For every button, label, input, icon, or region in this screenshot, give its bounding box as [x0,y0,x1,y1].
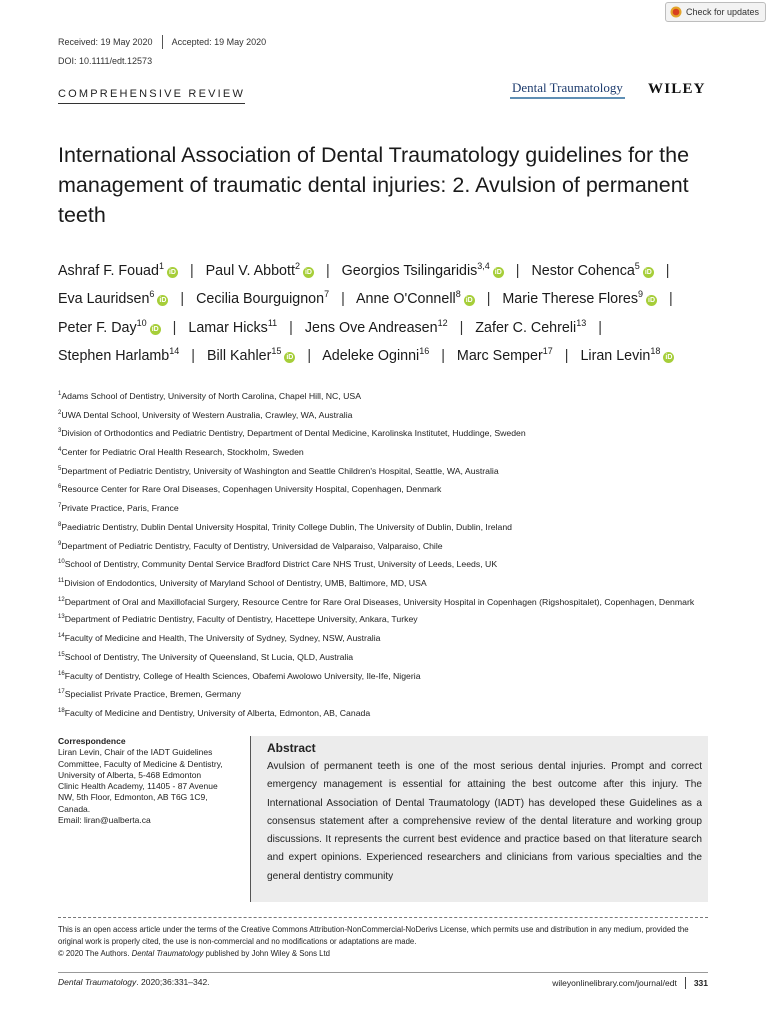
affiliation [58,592,718,610]
affiliation-text: Department of Pediatric Dentistry, University of Washington and Seattle Children's Hospital, Seattle, WA, Australia [61,465,499,476]
author-affiliation-number: 7 [324,289,330,300]
affiliation-text: Faculty of Medicine and Dentistry, University of Alberta, Edmonton, AB, Canada [64,707,371,718]
author-affiliation-number: 15 [271,346,282,357]
received-date: Received: 19 May 2020 [58,37,153,47]
orcid-icon[interactable]: iD [159,297,167,305]
author[interactable] [531,263,653,279]
copyright-suffix: published by John Wiley & Sons Ltd [203,949,331,958]
affiliation-text: Resource Center for Rare Oral Diseases, Copenhagen University Hospital, Copenhagen, Denmark [61,484,442,495]
affiliation-number: 16 [58,670,65,677]
author-name: Marie Therese Flores [502,291,638,308]
author-name: Anne O'Connell [355,291,456,308]
footer-citation [58,977,210,987]
affiliation [58,628,718,647]
affiliation [58,536,718,555]
abstract-box [250,736,708,902]
affiliation-number: 3 [58,428,62,435]
check-for-updates-button[interactable] [665,2,766,22]
affiliation-number: 15 [58,651,65,658]
affiliation-number: 7 [58,503,62,510]
affiliation-text: School of Dentistry, Community Dental Service Bradford District Care NHS Trust, University of Leeds, Leeds, UK [64,559,498,570]
affiliation-text: Department of Pediatric Dentistry, Faculty of Dentistry, Universidad de Valparaiso, Valparaiso, Chile [61,540,443,551]
abstract-heading: Abstract [267,741,316,755]
affiliation-number: 2 [58,409,62,416]
affiliation [58,684,718,703]
author-name: Paul V. Abbott [205,262,295,279]
author-name: Marc Semper [456,348,543,365]
correspondence-email[interactable]: Email: liran@ualberta.ca [58,815,151,826]
affiliation-number: 14 [58,633,65,640]
author-separator: | [191,348,195,365]
affiliation-text: School of Dentistry, The University of Queensland, St Lucia, QLD, Australia [64,651,354,662]
author-separator: | [598,319,602,336]
affiliation-text: Private Practice, Paris, France [61,503,179,514]
affiliation [58,517,718,536]
author-separator: | [486,291,491,308]
correspondence-line: Clinic Health Academy, 11405 - 87 Avenue [58,781,218,792]
publisher-logo[interactable]: WILEY [648,81,706,97]
footer-journal: Dental Traumatology [58,977,137,987]
author[interactable] [188,320,277,336]
affiliation-text: Paediatric Dentistry, Dublin Dental University Hospital, Trinity College Dublin, The University of Dublin, Dublin, Ireland [61,521,512,532]
author-separator: | [307,348,312,365]
article-dates [58,37,266,49]
affiliation [58,498,718,517]
author-affiliation-number: 13 [576,318,587,329]
copyright-journal: Dental Traumatology [131,949,204,958]
author-separator: | [180,291,185,308]
footer-right [552,977,708,989]
author-affiliation-number: 11 [267,318,278,329]
author-separator: | [564,348,569,365]
orcid-icon[interactable]: iD [168,268,176,276]
author-name: Peter F. Day [58,319,137,336]
author-affiliation-number: 2 [294,261,300,271]
affiliation [58,386,718,405]
author[interactable] [457,348,553,364]
article-title: International Association of Dental Traumatology guidelines for the management of traumatic dental injuries: 2. Avulsion of permanent teeth [58,143,690,227]
affiliation-text: Faculty of Medicine and Health, The University of Sydney, Sydney, NSW, Australia [64,633,381,644]
author-affiliation-number: 12 [437,318,448,329]
author-name: Liran Levin [580,348,651,365]
section-label: COMPREHENSIVE REVIEW [58,88,245,104]
affiliation [58,461,718,480]
author[interactable] [502,291,657,307]
affiliation-number: 18 [58,707,65,714]
author-affiliation-number: 16 [419,346,430,357]
author-name: Lamar Hicks [188,319,268,336]
author-name: Bill Kahler [206,348,272,365]
affiliation-number: 5 [58,465,62,472]
affiliation-list [58,386,718,722]
orcid-icon[interactable]: iD [151,325,159,333]
correspondence-line: Committee, Faculty of Medicine & Dentistry, [58,758,223,769]
author-affiliation-number: 14 [169,346,180,357]
author[interactable] [475,320,586,336]
copyright-prefix: © 2020 The Authors. [58,949,132,958]
orcid-icon[interactable]: iD [665,354,673,362]
license-divider [58,917,708,918]
author-separator: | [341,291,345,308]
author-name: Georgios Tsilingaridis [341,262,478,279]
correspondence-heading: Correspondence [58,736,126,746]
affiliation [58,479,718,498]
affiliation-number: 17 [58,689,65,696]
affiliation-number: 6 [58,484,62,491]
affiliation [58,703,718,722]
author[interactable] [206,263,314,279]
date-separator [162,35,163,49]
affiliation-text: Adams School of Dentistry, University of North Carolina, Chapel Hill, NC, USA [61,390,362,401]
orcid-icon[interactable]: iD [494,268,502,276]
author[interactable] [356,291,475,307]
affiliation-text: Center for Pediatric Oral Health Research, Stockholm, Sweden [61,446,304,457]
author-name: Zafer C. Cehreli [475,319,577,336]
page-number: 331 [693,978,708,988]
affiliation [58,666,718,685]
affiliation-text: Division of Endodontics, University of Maryland School of Dentistry, UMB, Baltimore, MD, USA [64,577,427,588]
author-affiliation-number: 10 [136,318,147,329]
footer-separator [685,977,686,989]
author-name: Eva Lauridsen [58,291,150,308]
author-name: Stephen Harlamb [58,348,170,365]
author-affiliation-number: 3,4 [477,261,490,271]
author[interactable] [342,263,504,279]
license-text: This is an open access article under the terms of the Creative Commons Attribution-NonCommercial-NoDerivs License, which permits use and distribution in any medium, provided the original work is properly cited, the use is non-commercial and no modifications or adaptations are made. [58,925,689,946]
correspondence [58,736,248,826]
affiliation [58,573,718,592]
author-separator: | [441,348,445,365]
author-affiliation-number: 18 [650,346,661,357]
author-affiliation-number: 5 [634,261,640,271]
author-separator: | [289,319,293,336]
affiliation-text: Specialist Private Practice, Bremen, Germany [64,689,241,700]
author[interactable] [58,291,168,307]
affiliation-text: Department of Oral and Maxillofacial Surgery, Resource Centre for Rare Oral Diseases, University Hospital in Copenhagen (Rigshospitalet), Copenhagen, Denmark [64,596,695,607]
affiliation [58,423,718,442]
author[interactable] [305,320,448,336]
author-affiliation-number: 1 [158,261,164,271]
author[interactable] [207,348,295,364]
author[interactable] [58,263,178,279]
author-name: Cecilia Bourguignon [196,291,325,308]
affiliation-text: Division of Orthodontics and Pediatric Dentistry, Department of Dental Medicine, Karolinska Institutet, Huddinge, Sweden [61,428,526,439]
affiliation-number: 4 [58,447,62,454]
author-name: Nestor Cohenca [531,262,635,279]
author-affiliation-number: 17 [542,346,553,357]
author-affiliation-number: 8 [455,289,461,300]
affiliation-number: 1 [58,391,62,397]
affiliation-number: 10 [58,559,65,566]
orcid-icon[interactable]: iD [304,268,312,276]
accepted-date: Accepted: 19 May 2020 [171,37,267,47]
check-updates-icon [670,6,682,18]
author[interactable] [322,348,429,364]
author-affiliation-number: 9 [638,289,644,300]
author-separator: | [665,262,670,279]
author[interactable] [58,348,179,364]
author-name: Ashraf F. Fouad [58,262,159,279]
affiliation-number: 13 [58,614,65,621]
author-separator: | [515,262,520,279]
correspondence-line: University of Alberta, 5-468 Edmonton [58,769,202,780]
author-name: Jens Ove Andreasen [304,319,438,336]
affiliation-text: Faculty of Dentistry, College of Health Sciences, Obafemi Awolowo University, Ile-Ife, Nigeria [64,670,421,681]
affiliation [58,609,718,628]
orcid-icon[interactable]: iD [286,354,294,362]
author[interactable] [580,348,674,364]
orcid-icon[interactable]: iD [648,297,656,305]
orcid-icon[interactable]: iD [465,297,473,305]
footer-divider [58,972,708,973]
orcid-icon[interactable]: iD [644,268,652,276]
correspondence-line: NW, 5th Floor, Edmonton, AB T6G 1C9, [58,792,208,803]
author-separator: | [325,262,330,279]
affiliation [58,442,718,461]
correspondence-line: Liran Levin, Chair of the IADT Guidelines [58,747,213,758]
copyright-line [58,948,713,960]
author-separator: | [669,291,673,308]
author-name: Adeleke Oginni [322,348,420,365]
author-affiliation-number: 6 [149,289,155,300]
footer-url[interactable]: wileyonlinelibrary.com/journal/edt [552,978,677,988]
affiliation-text: UWA Dental School, University of Western Australia, Crawley, WA, Australia [61,409,353,420]
author-separator: | [172,319,177,336]
affiliation [58,647,718,666]
footer-citation-details: . 2020;36:331–342. [136,977,210,987]
author[interactable] [58,320,161,336]
affiliation-number: 12 [58,596,65,603]
license-notice [58,924,713,960]
affiliation-number: 9 [58,540,62,547]
author-separator: | [189,262,194,279]
affiliation-text: Department of Pediatric Dentistry, Faculty of Dentistry, Hacettepe University, Ankara, Turkey [64,614,418,625]
abstract-body: Avulsion of permanent teeth is one of the most serious dental injuries. Prompt and correct emergency management is essential for attaining the best outcome after this injury. The International Association of Dental Traumatology (IADT) has developed these Guidelines as a consensus statement after a comprehensive review of the dental literature and working group discussions. It represents the current best evidence and practice based on that literature search and expert opinions. Experienced researchers and clinicians from various specialties and the general dentistry community [267,761,702,882]
affiliation-number: 11 [58,577,65,584]
affiliation-number: 8 [58,521,62,528]
correspondence-line: Canada. [58,803,91,814]
affiliation [58,554,718,573]
author-list [58,255,718,369]
affiliation [58,405,718,424]
check-for-updates-label: Check for updates [685,7,759,17]
doi[interactable]: DOI: 10.1111/edt.12573 [58,56,153,66]
journal-logo[interactable]: Dental Traumatology [510,80,625,99]
author[interactable] [196,291,329,307]
author-separator: | [459,319,464,336]
